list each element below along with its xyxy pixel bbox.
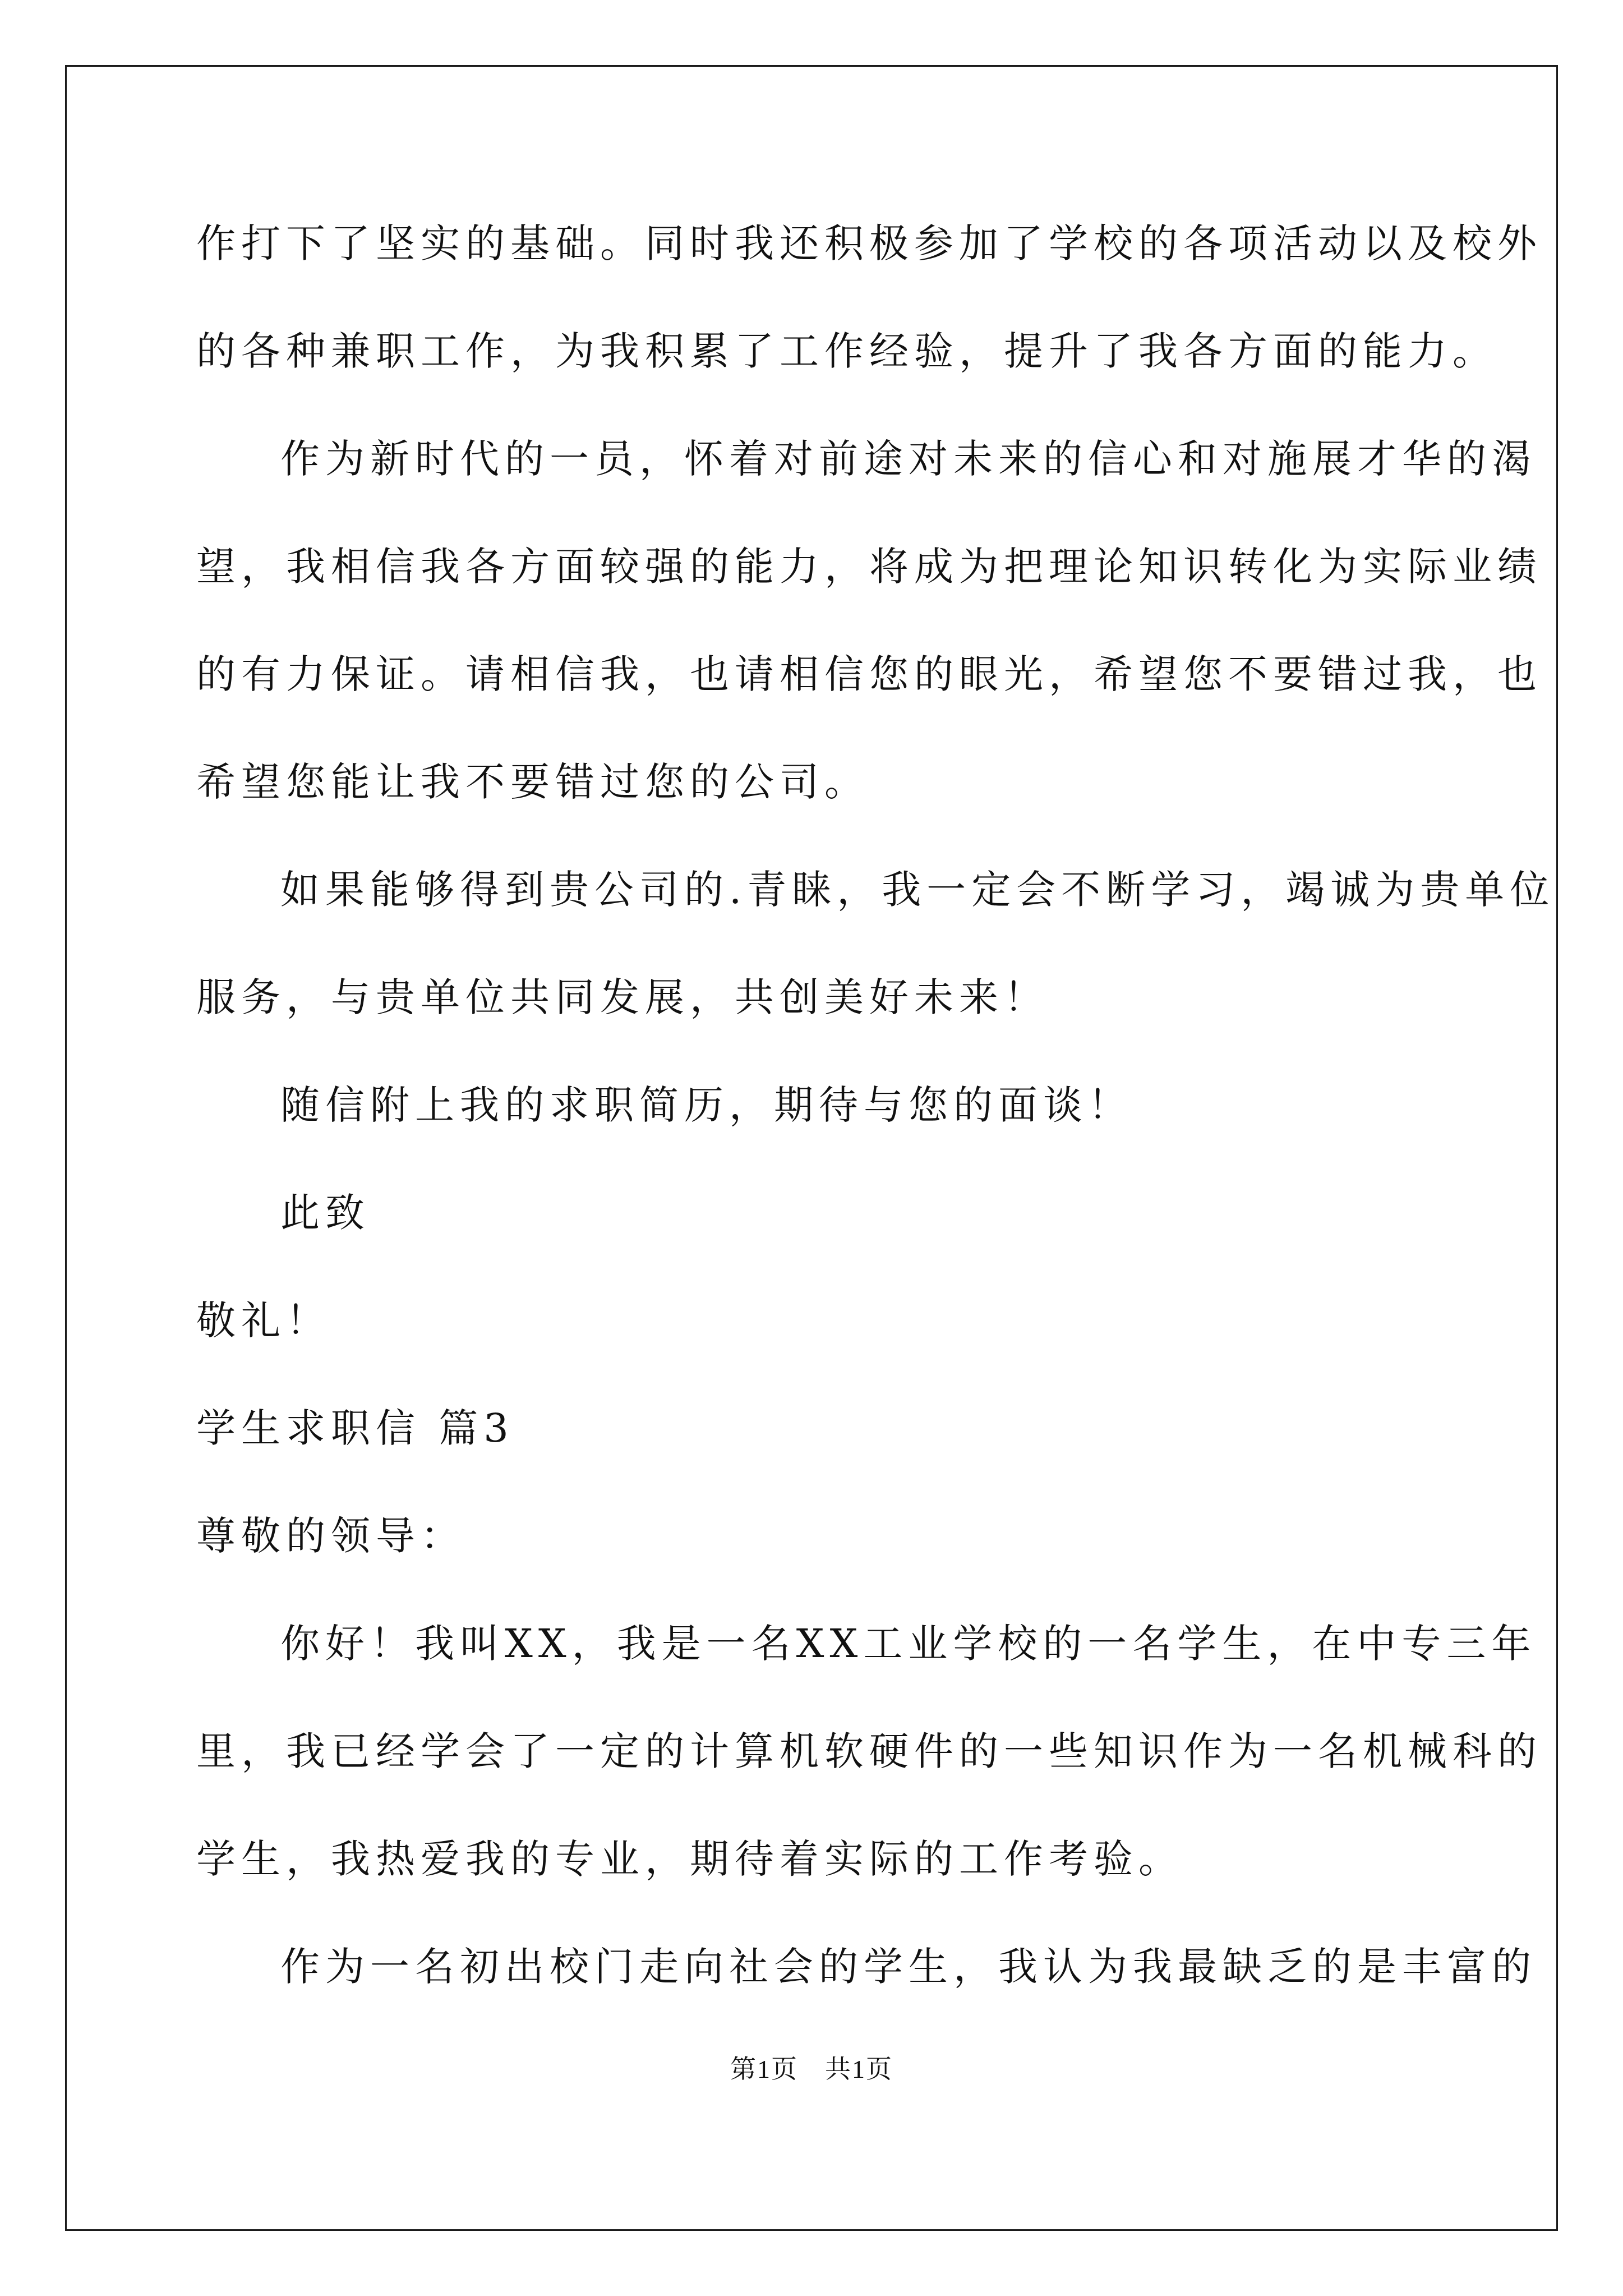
- text-line: 随信附上我的求职简历，期待与您的面谈！: [280, 1082, 1133, 1128]
- text-line: 学生求职信 篇3: [196, 1405, 514, 1451]
- text-line: 敬礼！: [196, 1297, 331, 1343]
- text-line: 此致: [280, 1190, 370, 1236]
- page-footer: 第1页 共1页: [730, 2055, 893, 2083]
- text-line: 的各种兼职工作，为我积累了工作经验，提升了我各方面的能力。: [196, 328, 1497, 374]
- text-line: 的有力保证。请相信我，也请相信您的眼光，希望您不要错过我，也: [196, 651, 1542, 697]
- text-line: 希望您能让我不要错过您的公司。: [196, 759, 869, 805]
- text-line: 望，我相信我各方面较强的能力，将成为把理论知识转化为实际业绩: [196, 544, 1542, 590]
- text-line: 你好！我叫XX，我是一名XX工业学校的一名学生，在中专三年: [280, 1621, 1537, 1667]
- text-line: 作为新时代的一员，怀着对前途对未来的信心和对施展才华的渴: [280, 436, 1537, 482]
- text-line: 尊敬的领导：: [196, 1513, 465, 1559]
- text-line: 作为一名初出校门走向社会的学生，我认为我最缺乏的是丰富的: [280, 1944, 1537, 1990]
- text-line: 学生，我热爱我的专业，期待着实际的工作考验。: [196, 1836, 1183, 1882]
- text-line: 作打下了坚实的基础。同时我还积极参加了学校的各项活动以及校外: [196, 220, 1542, 266]
- text-line: 如果能够得到贵公司的.青睐，我一定会不断学习，竭诚为贵单位: [280, 867, 1555, 913]
- text-line: 里，我已经学会了一定的计算机软硬件的一些知识作为一名机械科的: [196, 1728, 1542, 1774]
- document-body: [196, 220, 1555, 2052]
- text-line: 服务，与贵单位共同发展，共创美好未来！: [196, 974, 1049, 1020]
